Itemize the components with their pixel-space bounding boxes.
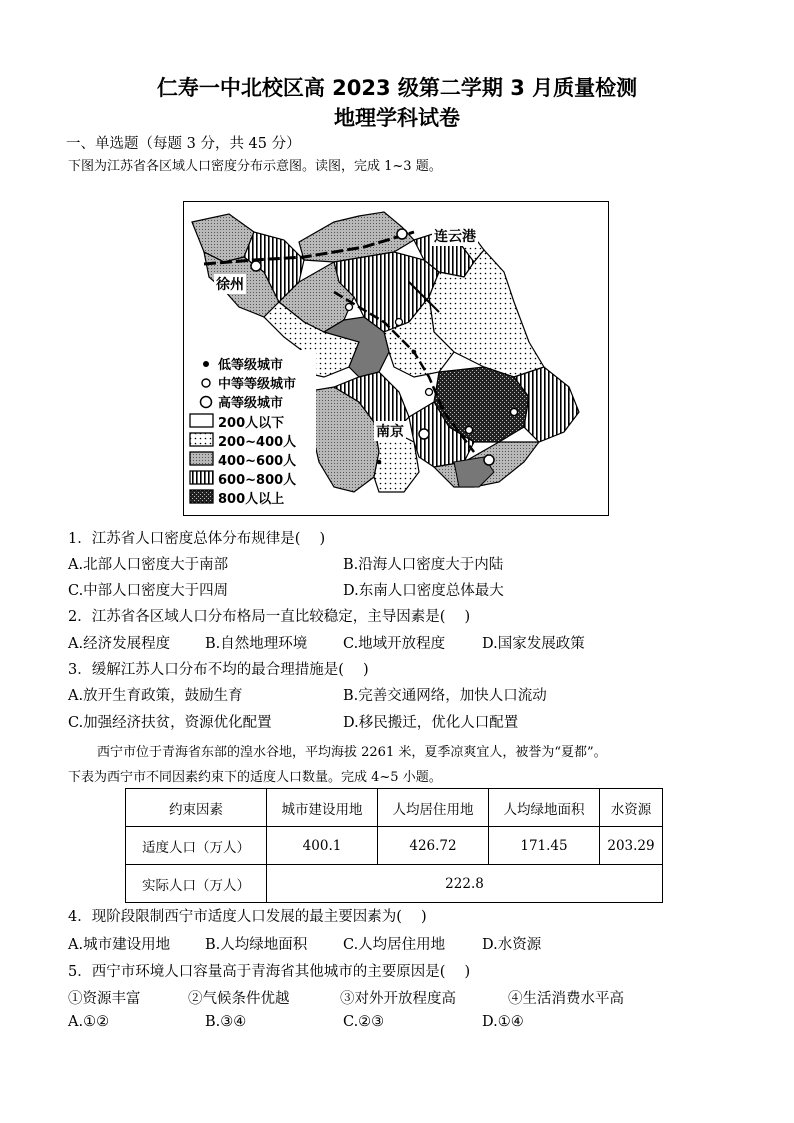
q3-option-a: A.放开生育政策，鼓励生育 xyxy=(68,688,243,704)
table-cell: 171.45 xyxy=(489,827,600,865)
q2-option-b: B.自然地理环境 xyxy=(205,636,308,652)
table-cell: 203.29 xyxy=(600,827,663,865)
q1-stem: 1．江苏省人口密度总体分布规律是( ) xyxy=(68,531,326,547)
q3-option-b: B.完善交通网络，加快人口流动 xyxy=(343,688,547,704)
q3-stem: 3．缓解江苏人口分布不均的最合理措施是( ) xyxy=(68,662,369,678)
legend-mid-city-icon xyxy=(202,379,210,387)
legend-low-city: 低等级城市 xyxy=(218,358,284,373)
city-marker-mid-4 xyxy=(511,409,518,416)
legend-swatch-d4 xyxy=(190,471,213,484)
table-row-label: 实际人口（万人） xyxy=(126,865,267,903)
q1-option-d: D.东南人口密度总体最大 xyxy=(343,583,504,599)
legend-density-5: 800人以上 xyxy=(218,492,285,507)
table-header-cell: 人均绿地面积 xyxy=(489,789,600,827)
legend-low-city-icon xyxy=(203,361,209,367)
city-marker-mid-2 xyxy=(426,389,433,396)
legend-mid-city: 中等等级城市 xyxy=(218,377,297,392)
legend-density-1: 200人以下 xyxy=(218,416,285,431)
q2-stem: 2．江苏省各区域人口分布格局一直比较稳定，主导因素是( ) xyxy=(68,609,471,625)
legend-density-2: 200~400人 xyxy=(218,435,297,450)
legend-swatch-d1 xyxy=(190,414,213,427)
q5-item-1: ①资源丰富 xyxy=(68,991,141,1007)
q4-option-d: D.水资源 xyxy=(482,937,542,953)
table-header-cell: 约束因素 xyxy=(126,789,267,827)
legend-high-city: 高等级城市 xyxy=(218,396,284,411)
table-header-row xyxy=(126,789,663,827)
city-marker-xuzhou xyxy=(251,261,261,271)
table-cell: 426.72 xyxy=(378,827,489,865)
section-heading: 一、单选题（每题 3 分，共 45 分） xyxy=(66,136,301,152)
xining-population-table xyxy=(125,788,663,903)
passage-line-2: 下表为西宁市不同因素约束下的适度人口数量。完成 4~5 小题。 xyxy=(68,770,442,785)
q4-option-a: A.城市建设用地 xyxy=(68,937,171,953)
q5-item-4: ④生活消费水平高 xyxy=(508,991,624,1007)
table-header-cell: 城市建设用地 xyxy=(267,789,378,827)
city-marker-low-1 xyxy=(412,350,417,355)
city-marker-mid-1 xyxy=(346,304,353,311)
q1-option-a: A.北部人口密度大于南部 xyxy=(68,557,229,573)
table-row xyxy=(126,827,663,865)
exam-title: 仁寿一中北校区高 2023 级第二学期 3 月质量检测 xyxy=(156,76,638,100)
legend-swatch-d2 xyxy=(190,433,213,446)
city-marker-lianyungang xyxy=(397,229,407,239)
table-header-cell: 人均居住用地 xyxy=(378,789,489,827)
city-marker-mid-5 xyxy=(396,319,403,326)
legend-density-3: 400~600人 xyxy=(218,454,297,469)
q4-option-b: B.人均绿地面积 xyxy=(205,937,308,953)
q5-option-b: B.③④ xyxy=(205,1014,247,1030)
table-cell: 400.1 xyxy=(267,827,378,865)
q5-option-c: C.②③ xyxy=(343,1014,385,1030)
exam-subtitle: 地理学科试卷 xyxy=(334,106,460,130)
city-marker-low-2 xyxy=(440,405,445,410)
q5-option-d: D.①④ xyxy=(482,1014,524,1030)
q3-option-c: C.加强经济扶贫，资源优化配置 xyxy=(68,715,272,731)
legend-high-city-icon xyxy=(201,397,212,408)
q4-option-c: C.人均居住用地 xyxy=(343,937,446,953)
legend-swatch-d5 xyxy=(190,490,213,503)
q1-option-c: C.中部人口密度大于四周 xyxy=(68,583,229,599)
q2-option-a: A.经济发展程度 xyxy=(68,636,171,652)
city-marker-nanjing xyxy=(419,429,429,439)
label-xuzhou: 徐州 xyxy=(214,274,246,294)
legend-density-4: 600~800人 xyxy=(218,473,297,488)
q5-item-2: ②气候条件优越 xyxy=(188,991,290,1007)
jiangsu-population-density-map xyxy=(183,201,609,516)
q5-stem: 5．西宁市环境人口容量高于青海省其他城市的主要原因是( ) xyxy=(68,964,471,980)
city-marker-mid-3 xyxy=(466,427,473,434)
table-header-cell: 水资源 xyxy=(600,789,663,827)
label-lianyungang: 连云港 xyxy=(432,226,478,246)
table-cell-merged: 222.8 xyxy=(267,865,663,903)
city-marker-suzhou xyxy=(484,455,494,465)
q3-option-d: D.移民搬迁，优化人口配置 xyxy=(343,715,519,731)
passage-line-1: 西宁市位于青海省东部的湟水谷地，平均海拔 2261 米，夏季凉爽宜人，被誉为“夏都”。 xyxy=(97,745,607,760)
table-row xyxy=(126,865,663,903)
legend-swatch-d3 xyxy=(190,452,213,465)
q4-stem: 4．现阶段限制西宁市适度人口发展的最主要因素为( ) xyxy=(68,909,427,925)
city-marker-low-3 xyxy=(377,460,382,465)
label-nanjing: 南京 xyxy=(374,421,406,441)
q2-option-c: C.地域开放程度 xyxy=(343,636,446,652)
q2-option-d: D.国家发展政策 xyxy=(482,636,585,652)
q5-option-a: A.①② xyxy=(68,1014,110,1030)
section-intro: 下图为江苏省各区域人口密度分布示意图。读图，完成 1~3 题。 xyxy=(68,159,442,174)
q1-option-b: B.沿海人口密度大于内陆 xyxy=(343,557,504,573)
q5-item-3: ③对外开放程度高 xyxy=(340,991,456,1007)
table-row-label: 适度人口（万人） xyxy=(126,827,267,865)
